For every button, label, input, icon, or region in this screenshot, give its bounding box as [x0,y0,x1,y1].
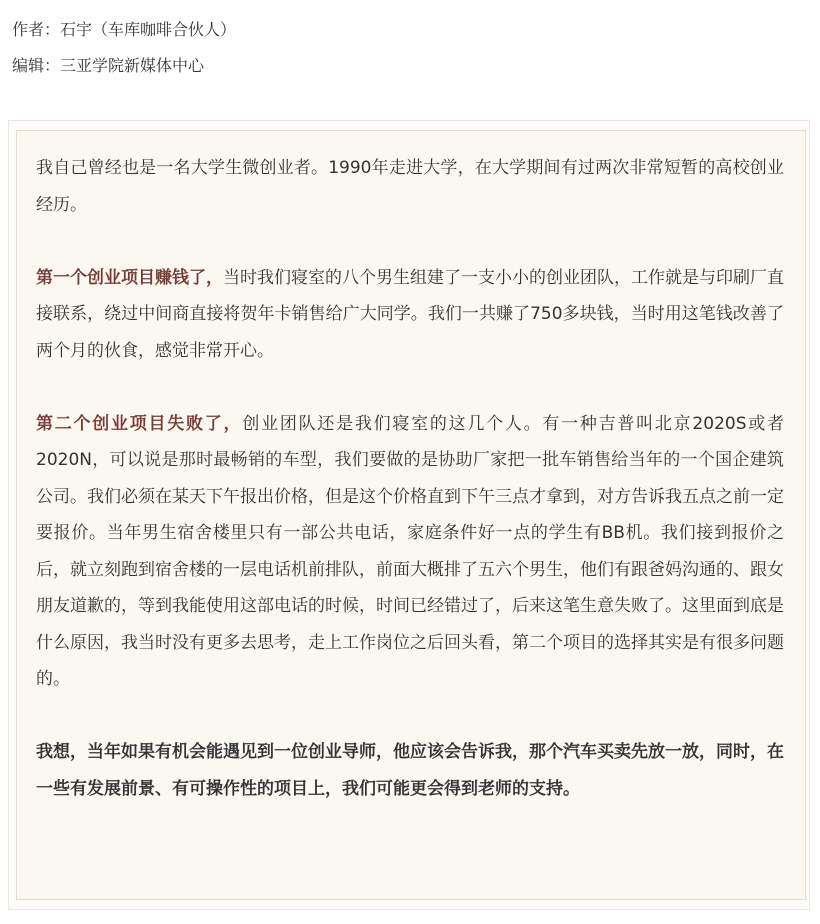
article-body [36,150,784,807]
author-line: 作者：石宇（车库咖啡合伙人） [12,20,237,39]
first-project-heading: 第一个创业项目赚钱了， [36,267,223,288]
paragraph-conclusion: 我想，当年如果有机会能遇见到一位创业导师，他应该会告诉我，那个汽车买卖先放一放，同时，在一些有发展前景、有可操作性的项目上，我们可能更会得到老师的支持。 [36,742,784,799]
first-project-text: 当时我们寝室的八个男生组建了一支小小的创业团队，工作就是与印刷厂直接联系，绕过中间商直接将贺年卡销售给广大同学。我们一共赚了750多块钱，当时用这笔钱改善了两个月的伙食，感觉非常开心。 [36,267,784,361]
paragraph-first-project [36,260,784,370]
editor-line: 编辑：三亚学院新媒体中心 [12,56,205,75]
paragraph-second-project [36,406,784,698]
paragraph-intro: 我自己曾经也是一名大学生微创业者。1990年走进大学，在大学期间有过两次非常短暂的高校创业经历。 [36,158,784,215]
second-project-heading: 第二个创业项目失败了， [36,413,243,434]
second-project-text: 创业团队还是我们寝室的这几个人。有一种吉普叫北京2020S或者2020N，可以说是那时最畅销的车型，我们要做的是协助厂家把一批车销售给当年的一个国企建筑公司。我们必须在某天下午报出价格，但是这个价格直到下午三点才拿到，对方告诉我五点之前一定要报价。当年男生宿舍楼里只有一部公共电话，家庭条件好一点的学生有BB机。我们接到报价之后，就立刻跑到宿舍楼的一层电话机前排队，前面大概排了五六个男生，他们有跟爸妈沟通的、跟女朋友道歉的，等到我能使用这部电话的时候，时间已经错过了，后来这笔生意失败了。这里面到底是什么原因，我当时没有更多去思考，走上工作岗位之后回头看，第二个项目的选择其实是有很多问题的。 [36,413,784,689]
